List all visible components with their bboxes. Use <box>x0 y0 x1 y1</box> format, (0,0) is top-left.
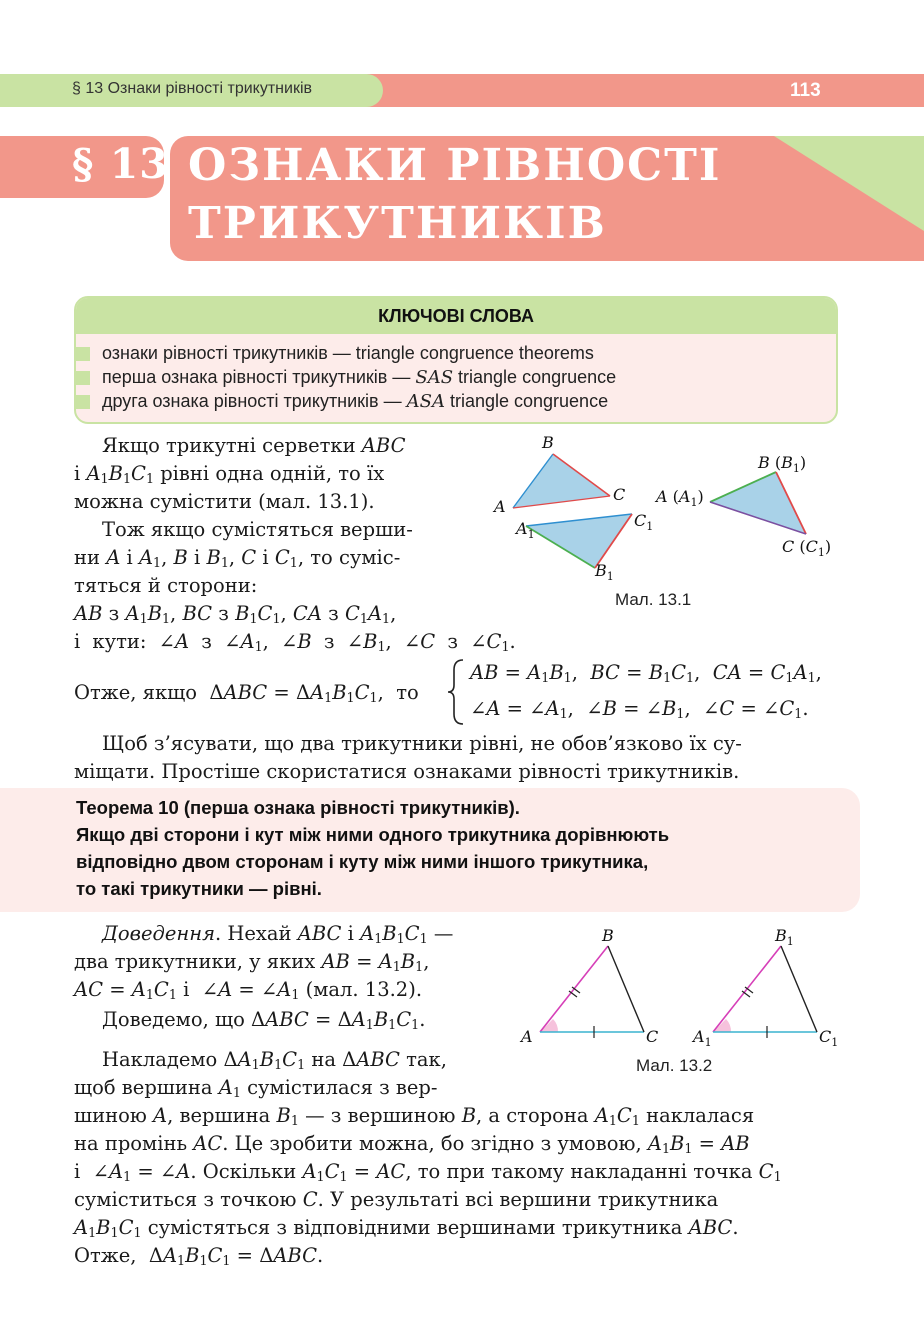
svg-text:A1: $A_1$ <box>516 519 535 541</box>
equation-sides: AB = $A_1B_1$, BC = $B_1C_1$, CA = $C_1A_1$, <box>470 661 822 686</box>
triangle-a1b1c1 <box>526 514 632 568</box>
svg-text:A: A <box>521 1027 533 1046</box>
paragraph-line: $A_1B_1C_1$ сумістяться з відповідними вершинами трикутника ABC. <box>74 1216 739 1241</box>
paragraph-line: щоб вершина $A_1$ сумістилася з вер- <box>74 1076 438 1101</box>
keyword-item: ознаки рівності трикутників — triangle congruence theorems <box>102 343 594 363</box>
paragraph-line: Доведення. Нехай ABC і $A_1B_1C_1$ — <box>102 922 454 947</box>
figure-13-1 <box>486 430 846 610</box>
svg-text:C: C <box>646 1027 659 1046</box>
paragraph-line: два трикутники, у яких AB = $A_1B_1$, <box>74 950 430 975</box>
page-number: 113 <box>790 80 821 101</box>
paragraph-line: Якщо трикутні серветки ABC <box>102 434 406 457</box>
paragraph-line: і $\angle A_1$ = ∠A. Оскільки $A_1C_1$ = AC, то при такому накладанні точка $C_1$ <box>74 1160 782 1185</box>
paragraph-line: і кути: ∠A з $\angle A_1$, ∠B з $\angle B_1$, ∠C з $\angle C_1$. <box>74 630 516 655</box>
paragraph-line: Щоб з’ясувати, що два трикутники рівні, не обов’язково їх су- <box>102 732 742 755</box>
bullet-icon <box>76 371 90 385</box>
theorem-title: Теорема 10 (перша ознака рівності трикутників). <box>76 797 520 818</box>
equation-angles: ∠A = $\angle A_1$, ∠B = $\angle B_1$, ∠C = $\angle C_1$. <box>470 697 809 722</box>
page-title-line-2: ТРИКУТНИКІВ <box>188 198 607 249</box>
svg-text:C (C1): C $(C_1)$ <box>782 537 832 559</box>
paragraph-line: на промінь AC. Це зробити можна, бо згідно з умовою, $A_1B_1$ = AB <box>74 1132 750 1157</box>
svg-text:B1: $B_1$ <box>775 926 794 948</box>
theorem-text-line: відповідно двом сторонам і куту між ними іншого трикутника, <box>76 851 649 872</box>
svg-text:C1: $C_1$ <box>819 1027 839 1049</box>
figure-13-2 <box>518 924 848 1050</box>
theorem-text-line: Якщо дві сторони і кут між ними одного трикутника дорівнюють <box>76 824 670 845</box>
svg-text:A: A <box>494 497 506 516</box>
paragraph-line: Накладемо $\Delta A_1B_1C_1$ на ΔABC так, <box>102 1048 447 1073</box>
paragraph-line: AC = $A_1C_1$ і ∠A = $\angle A_1$ (мал. 13.2). <box>74 978 423 1003</box>
header-section-title: § 13 Ознаки рівності трикутників <box>72 80 312 97</box>
paragraph-line: шиною A, вершина $B_1$ — з вершиною B, а сторона $A_1C_1$ наклалася <box>74 1104 755 1129</box>
svg-text:B (B1): B $(B_1)$ <box>758 453 807 475</box>
bullet-icon <box>76 395 90 409</box>
paragraph-line: і $A_1B_1C_1$ рівні одна одній, то їх <box>74 462 385 487</box>
svg-text:B: B <box>542 433 554 452</box>
paragraph-line: Отже, якщо $\Delta ABC = \Delta A_1B_1C_1$, то <box>74 681 419 706</box>
paragraph-line: AB з $A_1B_1$, BC з $B_1C_1$, CA з $C_1A_1$, <box>74 602 397 627</box>
figure-13-2-caption: Мал. 13.2 <box>636 1056 713 1075</box>
svg-text:B1: $B_1$ <box>595 561 614 583</box>
paragraph-line: Доведемо, що $\Delta ABC = \Delta A_1B_1C_1$. <box>102 1008 426 1033</box>
svg-text:C: C <box>613 485 626 504</box>
svg-text:C1: $C_1$ <box>634 511 654 533</box>
paragraph-line: міщати. Простіше скористатися ознаками рівності трикутників. <box>74 760 740 783</box>
paragraph-line: можна сумістити (мал. 13.1). <box>74 490 375 513</box>
paragraph-line: тяться й сторони: <box>74 574 258 597</box>
section-number: § 13 <box>72 140 169 188</box>
paragraph-line: Отже, $\Delta A_1B_1C_1 = \Delta ABC$. <box>74 1244 324 1269</box>
system-brace <box>446 658 468 726</box>
bullet-icon <box>76 347 90 361</box>
theorem-text-line: то такі трикутники — рівні. <box>76 878 322 899</box>
triangle-abc <box>513 454 610 508</box>
paragraph-line: ни A і $A_1$, B і $B_1$, C і $C_1$, то суміс- <box>74 546 401 571</box>
title-corner-decoration <box>774 136 924 231</box>
svg-text:A1: $A_1$ <box>693 1027 712 1049</box>
paragraph-line: Тож якщо сумістяться верши- <box>102 518 413 541</box>
svg-text:A (A1): A $(A_1)$ <box>656 487 704 509</box>
keywords-heading: КЛЮЧОВІ СЛОВА <box>76 298 836 334</box>
paragraph-line: суміститься з точкою C. У результаті всі вершини трикутника <box>74 1188 719 1211</box>
figure-13-1-caption: Мал. 13.1 <box>615 590 692 609</box>
keyword-item: перша ознака рівності трикутників — SAS triangle congruence <box>102 367 617 388</box>
page-title-line-1: ОЗНАКИ РІВНОСТІ <box>188 140 722 191</box>
keyword-item: друга ознака рівності трикутників — ASA triangle congruence <box>102 391 609 412</box>
svg-text:B: B <box>602 926 614 945</box>
